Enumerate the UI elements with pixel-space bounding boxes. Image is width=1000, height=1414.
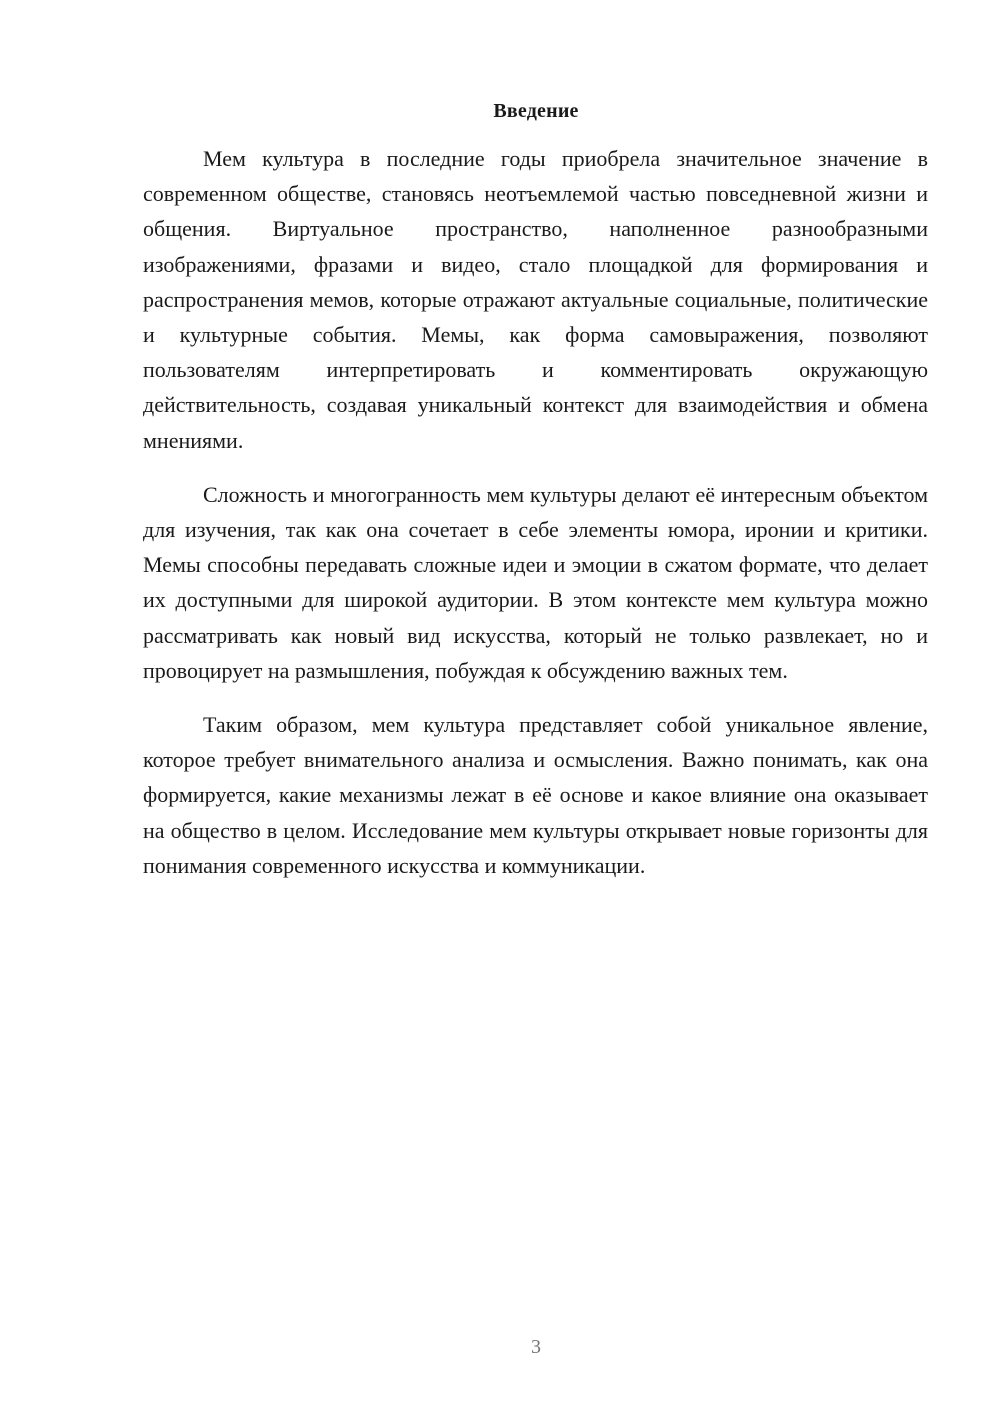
page-number: 3 <box>531 1336 541 1358</box>
body-text <box>143 141 928 883</box>
section-title: Введение <box>493 100 579 122</box>
paragraph-1: Мем культура в последние годы приобрела значительное значение в современном обществе, становясь неотъемлемой частью повседневной жизни и общения. Виртуальное пространство, наполненное разнообразными изображениями, фразами и видео, стало площадкой для формирования и распространения мемов, которые отражают актуальные социальные, политические и культурные события. Мемы, как форма самовыражения, позволяют пользователям интерпретировать и комментировать окружающую действительность, создавая уникальный контекст для взаимодействия и обмена мнениями. <box>143 146 928 453</box>
paragraph-3: Таким образом, мем культура представляет собой уникальное явление, которое требует внимательного анализа и осмысления. Важно понимать, как она формируется, какие механизмы лежат в её основе и какое влияние она оказывает на общество в целом. Исследование мем культуры открывает новые горизонты для понимания современного искусства и коммуникации. <box>143 712 928 878</box>
paragraph-2: Сложность и многогранность мем культуры делают её интересным объектом для изучения, так как она сочетает в себе элементы юмора, иронии и критики. Мемы способны передавать сложные идеи и эмоции в сжатом формате, что делает их доступными для широкой аудитории. В этом контексте мем культура можно рассматривать как новый вид искусства, который не только развлекает, но и провоцирует на размышления, побуждая к обсуждению важных тем. <box>143 481 928 683</box>
